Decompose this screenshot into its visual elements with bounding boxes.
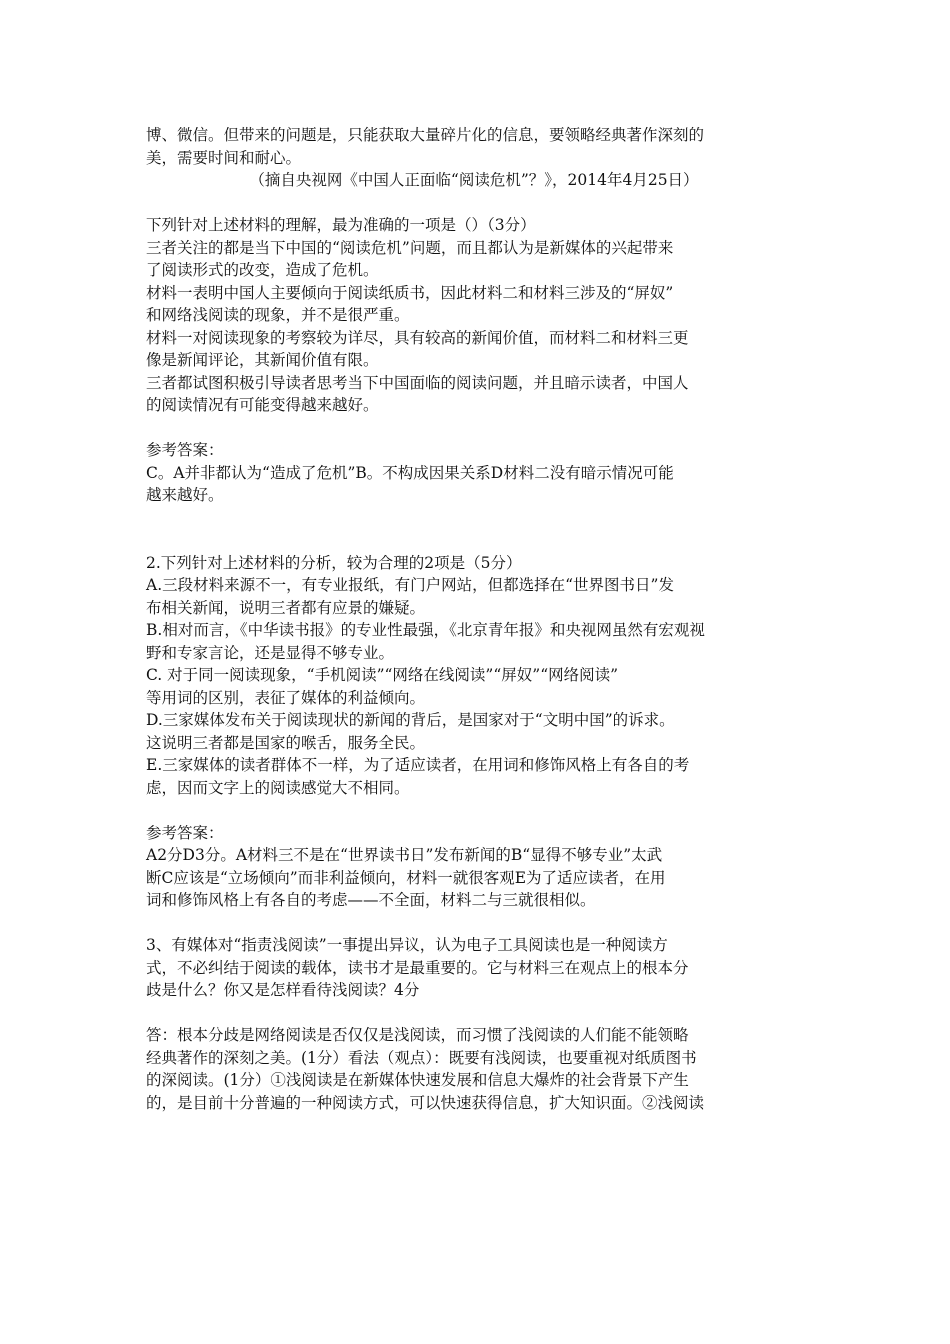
- option-line: 和网络浅阅读的现象，并不是很严重。: [146, 306, 410, 324]
- question-1: [146, 214, 810, 507]
- option-line: 三者都试图积极引导读者思考当下中国面临的阅读问题，并且暗示读者，中国人: [146, 373, 689, 392]
- option-line: 这说明三者都是国家的喉舌，服务全民。: [146, 733, 426, 752]
- answer-label: 参考答案：: [146, 823, 224, 842]
- option-item: [146, 664, 810, 709]
- intro-line: 美，需要时间和耐心。: [146, 148, 302, 167]
- option-item: [146, 574, 810, 619]
- question-stem: 2.下列针对上述材料的分析，较为合理的2项是（5分）: [146, 553, 522, 572]
- option-item: [146, 237, 810, 282]
- option-line: C. 对于同一阅读现象，“手机阅读”“网络在线阅读”“屏奴”“网络阅读”: [146, 666, 619, 684]
- spacer: [146, 912, 810, 935]
- question-stem: 3、有媒体对“指责浅阅读”一事提出异议，认为电子工具阅读也是一种阅读方: [146, 936, 668, 954]
- intro-line: 博、微信。但带来的问题是，只能获取大量碎片化的信息，要领略经典著作深刻的: [146, 126, 705, 144]
- question-2: [146, 552, 810, 912]
- option-item: [146, 327, 810, 372]
- answer-line: 经典著作的深刻之美。(1分）看法（观点）：既要有浅阅读，也要重视对纸质图书: [146, 1048, 697, 1067]
- answer-line: 的，是目前十分普遍的一种阅读方式，可以快速获得信息，扩大知识面。②浅阅读: [146, 1093, 705, 1112]
- answer-line: 词和修饰风格上有各自的考虑——不全面，材料二与三就很相似。: [146, 891, 596, 909]
- answer-line: 断C应该是“立场倾向”而非利益倾向，材料一就很客观E为了适应读者，在用: [146, 868, 666, 887]
- answer-line: A2分D3分。A材料三不是在“世界读书日”发布新闻的B“显得不够专业”太武: [146, 846, 663, 864]
- option-line: E.三家媒体的读者群体不一样，为了适应读者，在用词和修饰风格上有各自的考: [146, 756, 690, 774]
- option-line: 材料一对阅读现象的考察较为详尽，具有较高的新闻价值，而材料二和材料三更: [146, 328, 689, 347]
- question-stem: 歧是什么？你又是怎样看待浅阅读？4分: [146, 981, 420, 999]
- option-line: 布相关新闻，说明三者都有应景的嫌疑。: [146, 598, 426, 617]
- spacer: [146, 507, 810, 552]
- spacer: [146, 1002, 810, 1025]
- option-line: D.三家媒体发布关于阅读现状的新闻的背后，是国家对于“文明中国”的诉求。: [146, 711, 675, 729]
- answer-line: 答：根本分歧是网络阅读是否仅仅是浅阅读，而习惯了浅阅读的人们能不能领略: [146, 1026, 689, 1044]
- option-item: [146, 754, 810, 799]
- answer-line: 的深阅读。(1分）①浅阅读是在新媒体快速发展和信息大爆炸的社会背景下产生: [146, 1071, 689, 1089]
- source-citation: （摘自央视网《中国人正面临“阅读危机”？》，2014年4月25日）: [249, 171, 699, 189]
- option-line: 等用词的区别，表征了媒体的利益倾向。: [146, 688, 426, 707]
- intro-section: [146, 124, 810, 192]
- spacer: [146, 192, 810, 215]
- option-item: [146, 372, 810, 417]
- answer-line: C。A并非都认为“造成了危机”B。不构成因果关系D材料二没有暗示情况可能: [146, 463, 674, 482]
- option-line: 虑，因而文字上的阅读感觉大不相同。: [146, 778, 410, 797]
- question-stem: 式，不必纠结于阅读的载体，读书才是最重要的。它与材料三在观点上的根本分: [146, 958, 689, 977]
- option-item: [146, 282, 810, 327]
- spacer: [146, 417, 810, 440]
- option-line: 三者关注的都是当下中国的“阅读危机”问题，而且都认为是新媒体的兴起带来: [146, 238, 674, 257]
- option-line: A.三段材料来源不一，有专业报纸，有门户网站，但都选择在“世界图书日”发: [146, 576, 674, 594]
- question-3: [146, 934, 810, 1114]
- answer-line: 越来越好。: [146, 486, 224, 504]
- option-line: 了阅读形式的改变，造成了危机。: [146, 261, 379, 279]
- answer-label: 参考答案：: [146, 441, 224, 459]
- spacer: [146, 799, 810, 822]
- document-page: [146, 124, 810, 1114]
- option-line: B.相对而言，《中华读书报》的专业性最强，《北京青年报》和央视网虽然有宏观视: [146, 621, 705, 639]
- option-item: [146, 619, 810, 664]
- option-item: [146, 709, 810, 754]
- option-line: 像是新闻评论，其新闻价值有限。: [146, 351, 379, 369]
- question-stem: 下列针对上述材料的理解，最为准确的一项是（）（3分）: [146, 216, 536, 234]
- option-line: 的阅读情况有可能变得越来越好。: [146, 396, 379, 414]
- option-line: 材料一表明中国人主要倾向于阅读纸质书，因此材料二和材料三涉及的“屏奴”: [146, 283, 674, 302]
- option-line: 野和专家言论，还是显得不够专业。: [146, 643, 395, 662]
